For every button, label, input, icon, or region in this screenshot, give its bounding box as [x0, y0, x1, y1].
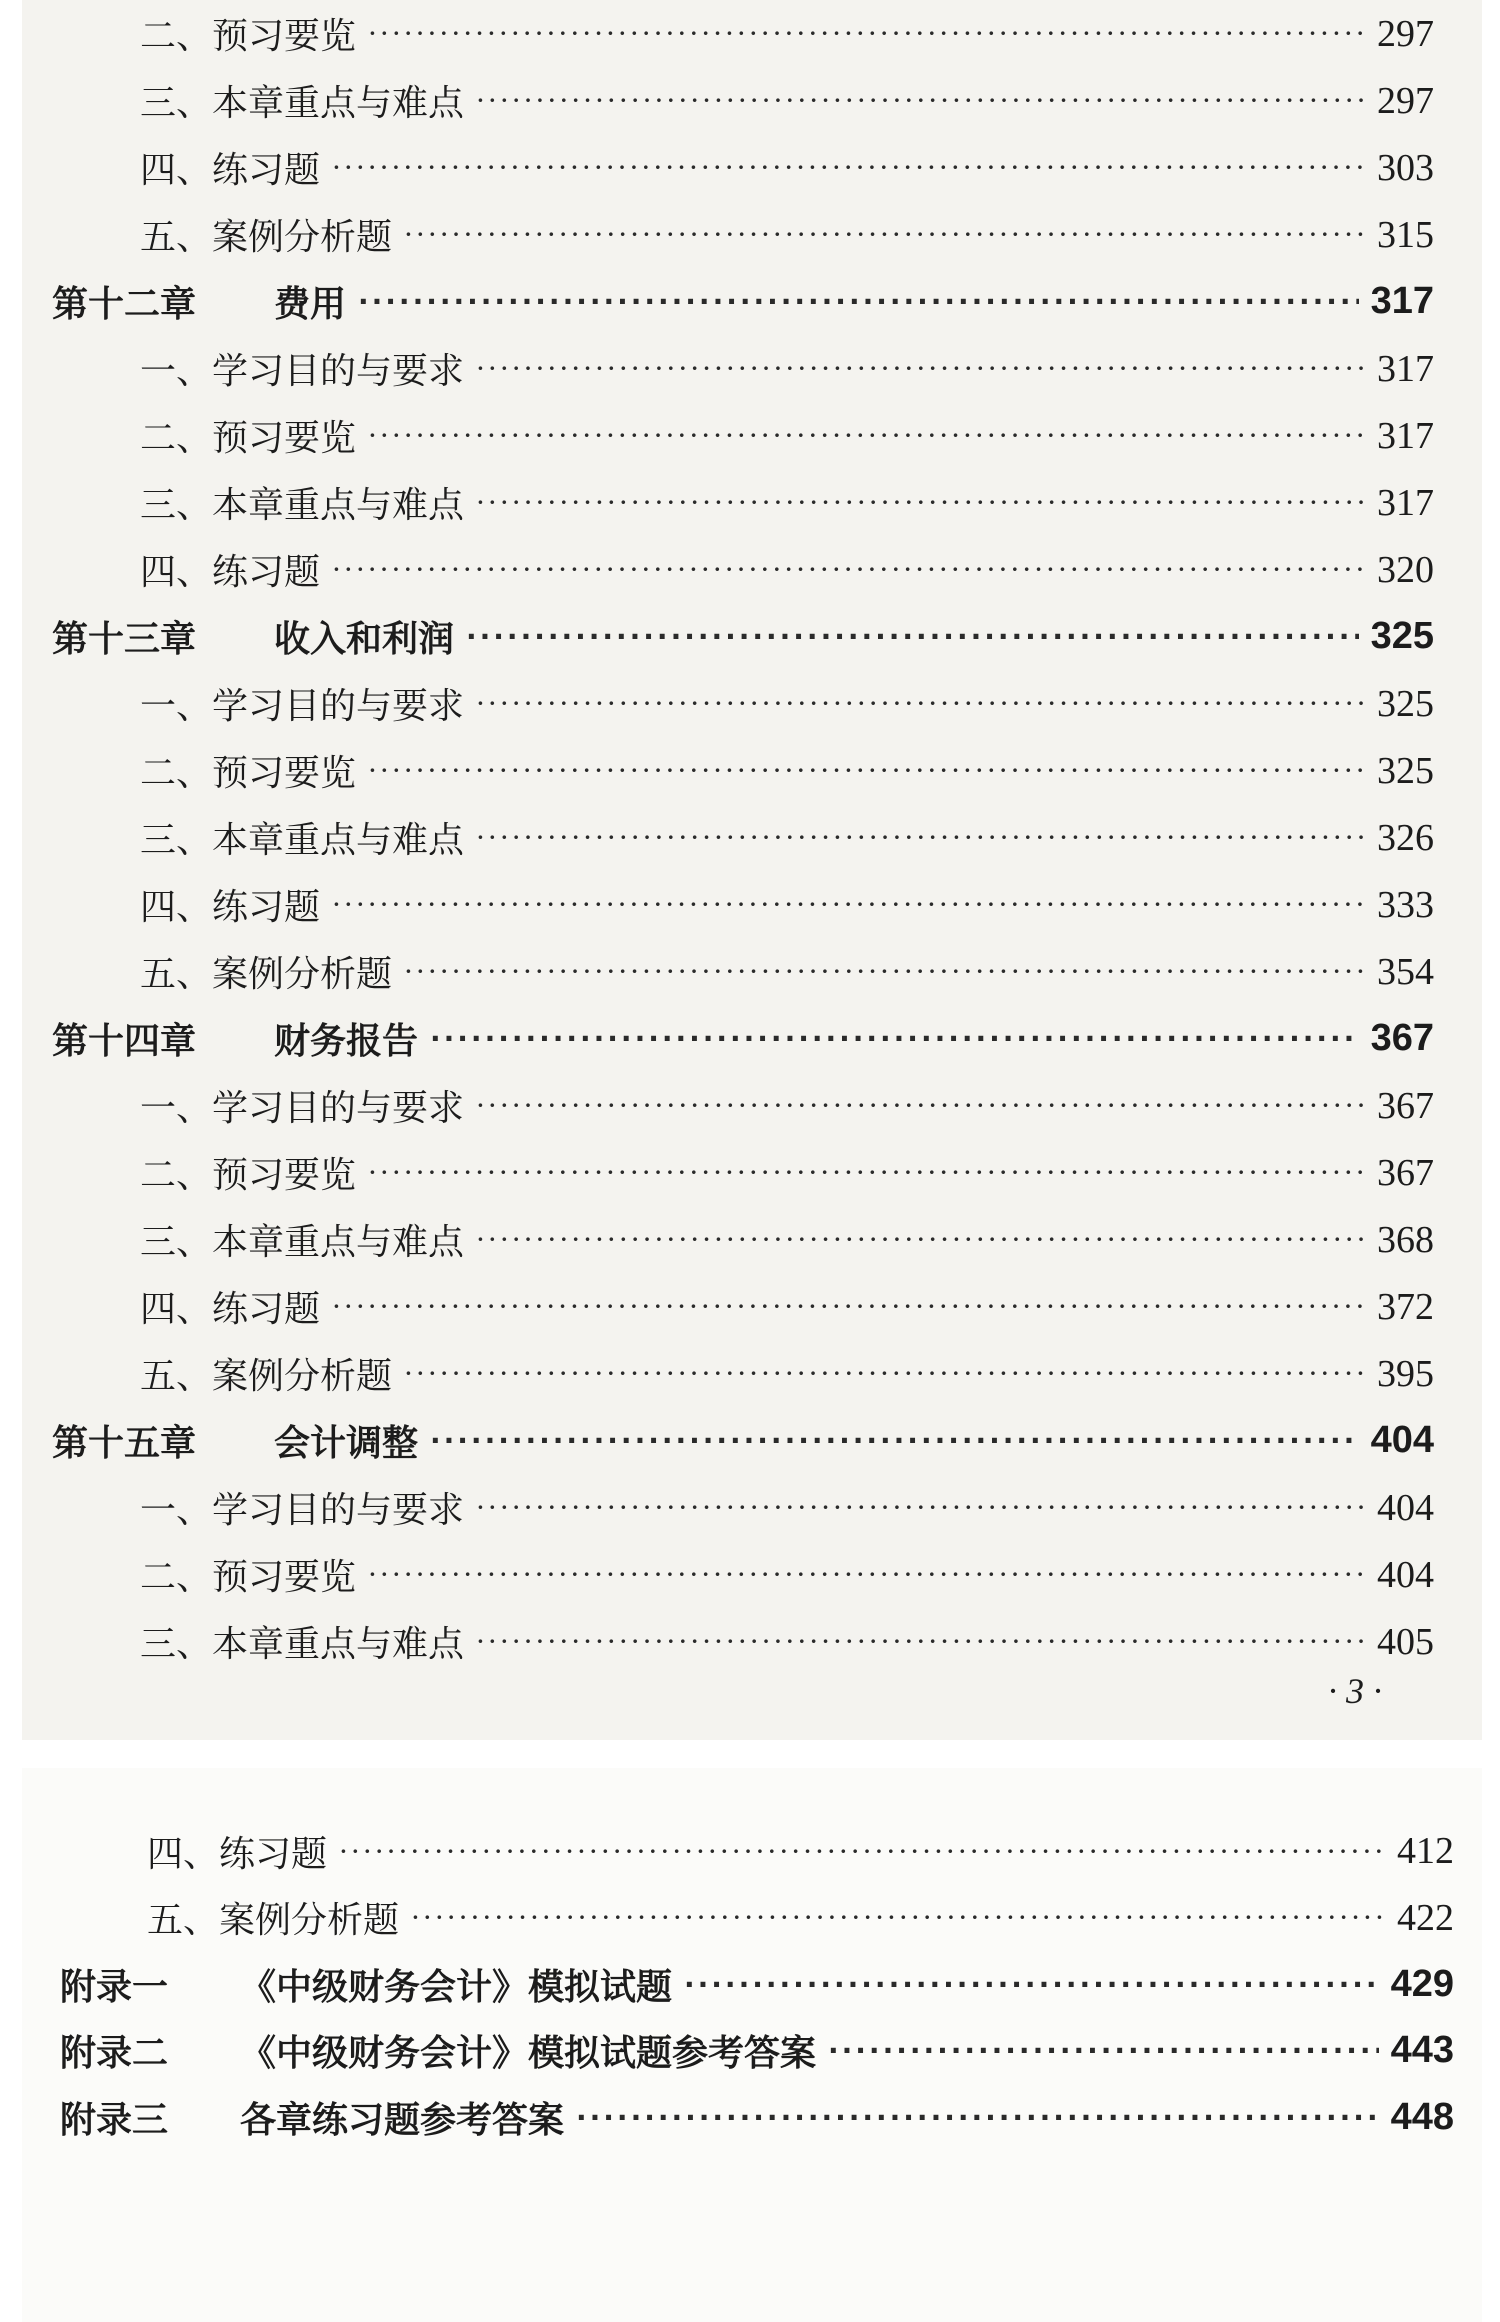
toc-entry-label [60, 2025, 816, 2076]
toc-entry-label: 一、学习目的与要求 [140, 351, 465, 392]
toc-entry-section [22, 201, 1482, 268]
toc-list [22, 1818, 1482, 2151]
toc-entry-label: 四、练习题 [140, 150, 321, 191]
toc-entry-label: 四、练习题 [140, 552, 321, 593]
toc-entry-section [22, 402, 1482, 469]
toc-entry-page: 372 [1377, 1285, 1434, 1328]
toc-entry-page: 368 [1377, 1218, 1434, 1261]
leader-dots [358, 285, 1359, 318]
toc-entry-page: 422 [1397, 1896, 1454, 1939]
toc-entry-page: 325 [1370, 615, 1434, 657]
toc-entry-section [22, 1139, 1482, 1206]
toc-entry-label: 二、预习要览 [140, 753, 357, 794]
toc-entry-label: 三、本章重点与难点 [140, 485, 465, 526]
toc-entry-title: 收入和利润 [274, 619, 455, 660]
toc-entry-label [52, 1415, 418, 1466]
toc-entry-title: 《中级财务会计》模拟试题 [240, 1966, 673, 2008]
toc-entry-section [22, 1340, 1482, 1407]
toc-entry-number: 第十四章 [52, 1021, 197, 1062]
leader-dots [368, 1558, 1365, 1591]
leader-dots [476, 1625, 1365, 1658]
toc-entry-section [22, 67, 1482, 134]
toc-entry-page: 395 [1377, 1352, 1434, 1395]
toc-entry-number: 第十五章 [52, 1423, 197, 1464]
leader-dots [828, 2034, 1379, 2067]
leader-dots [332, 1290, 1365, 1323]
leader-dots [339, 1835, 1385, 1868]
leader-dots [368, 17, 1365, 50]
toc-entry-page: 297 [1377, 79, 1434, 122]
page-number: · 3 · [1328, 1671, 1382, 1711]
toc-entry-page: 315 [1377, 213, 1434, 256]
toc-entry-page: 333 [1377, 883, 1434, 926]
toc-entry-page: 367 [1377, 1151, 1434, 1194]
leader-dots [332, 151, 1365, 184]
toc-entry-label: 五、案例分析题 [140, 954, 393, 995]
leader-dots [476, 821, 1365, 854]
leader-dots [466, 620, 1359, 653]
toc-entry-label: 一、学习目的与要求 [140, 1088, 465, 1129]
toc-entry-label: 二、预习要览 [140, 1155, 357, 1196]
leader-dots [404, 218, 1365, 251]
toc-page-lower [22, 1768, 1482, 2322]
toc-entry-label: 五、案例分析题 [140, 217, 393, 258]
leader-dots [332, 888, 1365, 921]
toc-entry-chapter [22, 268, 1482, 335]
toc-entry-label [52, 276, 346, 327]
leader-dots [476, 1089, 1365, 1122]
toc-entry-page: 412 [1397, 1830, 1454, 1873]
leader-dots [476, 352, 1365, 385]
leader-dots [476, 84, 1365, 117]
toc-entry-title: 会计调整 [274, 1423, 419, 1464]
toc-entry-section [22, 871, 1482, 938]
leader-dots [368, 1156, 1365, 1189]
toc-entry-page: 448 [1390, 2095, 1454, 2138]
toc-entry-page: 297 [1377, 12, 1434, 55]
toc-entry-label: 一、学习目的与要求 [140, 686, 465, 727]
toc-entry-section [22, 469, 1482, 536]
toc-entry-section [22, 804, 1482, 871]
toc-entry-section [22, 1206, 1482, 1273]
toc-entry-chapter [22, 1005, 1482, 1072]
toc-entry-label: 二、预习要览 [140, 1557, 357, 1598]
toc-entry-chapter [22, 1407, 1482, 1474]
toc-entry-label [60, 1959, 672, 2010]
toc-entry-section [22, 1072, 1482, 1139]
toc-entry-section [22, 1541, 1482, 1608]
leader-dots [684, 1968, 1379, 2001]
toc-entry-number: 第十三章 [52, 619, 197, 660]
page-divider [0, 1740, 1500, 1768]
toc-entry-section [22, 938, 1482, 1005]
toc-entry-page: 429 [1390, 1962, 1454, 2005]
toc-entry-page: 404 [1377, 1553, 1434, 1596]
toc-entry-title: 财务报告 [274, 1021, 419, 1062]
toc-entry-section [22, 536, 1482, 603]
toc-entry-label: 三、本章重点与难点 [140, 820, 465, 861]
toc-entry-page: 354 [1377, 950, 1434, 993]
leader-dots [404, 955, 1365, 988]
toc-entry-section [22, 1608, 1482, 1675]
toc-entry-page: 317 [1377, 347, 1434, 390]
toc-entry-label: 四、练习题 [147, 1833, 328, 1875]
toc-entry-section [22, 737, 1482, 804]
toc-entry-page: 404 [1377, 1486, 1434, 1529]
toc-entry-appendix [22, 2018, 1482, 2085]
toc-entry-section [22, 1818, 1482, 1885]
toc-entry-label [60, 2092, 564, 2143]
leader-dots [576, 2101, 1379, 2134]
toc-entry-page: 405 [1377, 1620, 1434, 1663]
toc-entry-section [22, 0, 1482, 67]
toc-entry-label: 二、预习要览 [140, 16, 357, 57]
toc-entry-page: 303 [1377, 146, 1434, 189]
toc-entry-appendix [22, 2084, 1482, 2151]
leader-dots [430, 1022, 1359, 1055]
toc-entry-label: 二、预习要览 [140, 418, 357, 459]
leader-dots [368, 419, 1365, 452]
toc-entry-page: 320 [1377, 548, 1434, 591]
toc-entry-number: 第十二章 [52, 284, 197, 325]
toc-entry-page: 404 [1370, 1419, 1434, 1461]
toc-entry-label: 三、本章重点与难点 [140, 1624, 465, 1665]
toc-entry-number: 附录二 [60, 2033, 169, 2075]
toc-entry-label [52, 611, 454, 662]
toc-entry-page: 325 [1377, 749, 1434, 792]
leader-dots [476, 687, 1365, 720]
toc-entry-section [22, 1885, 1482, 1952]
toc-entry-page: 443 [1390, 2029, 1454, 2072]
toc-entry-page: 325 [1377, 682, 1434, 725]
toc-entry-section [22, 134, 1482, 201]
toc-entry-label: 三、本章重点与难点 [140, 83, 465, 124]
toc-entry-section [22, 670, 1482, 737]
leader-dots [332, 553, 1365, 586]
toc-entry-page: 367 [1370, 1017, 1434, 1059]
toc-entry-label: 一、学习目的与要求 [140, 1490, 465, 1531]
toc-entry-label: 四、练习题 [140, 1289, 321, 1330]
toc-entry-label: 四、练习题 [140, 887, 321, 928]
leader-dots [404, 1357, 1365, 1390]
leader-dots [476, 486, 1365, 519]
toc-entry-chapter [22, 603, 1482, 670]
leader-dots [368, 754, 1365, 787]
toc-entry-number: 附录三 [60, 2099, 169, 2141]
toc-entry-page: 326 [1377, 816, 1434, 859]
toc-entry-page: 367 [1377, 1084, 1434, 1127]
toc-entry-number: 附录一 [60, 1966, 169, 2008]
leader-dots [430, 1424, 1359, 1457]
toc-entry-label: 五、案例分析题 [140, 1356, 393, 1397]
toc-entry-label: 五、案例分析题 [147, 1900, 400, 1942]
toc-entry-section [22, 1474, 1482, 1541]
toc-list [22, 0, 1482, 1675]
toc-entry-label [52, 1013, 418, 1064]
leader-dots [476, 1491, 1365, 1524]
toc-entry-page: 317 [1377, 414, 1434, 457]
leader-dots [411, 1901, 1385, 1934]
toc-entry-page: 317 [1370, 280, 1434, 322]
toc-entry-appendix [22, 1951, 1482, 2018]
toc-page-upper [22, 0, 1482, 1740]
toc-entry-page: 317 [1377, 481, 1434, 524]
toc-entry-section [22, 1273, 1482, 1340]
toc-entry-section [22, 335, 1482, 402]
toc-entry-title: 各章练习题参考答案 [240, 2099, 565, 2141]
toc-entry-title: 《中级财务会计》模拟试题参考答案 [240, 2033, 817, 2075]
toc-entry-label: 三、本章重点与难点 [140, 1222, 465, 1263]
toc-entry-title: 费用 [274, 284, 347, 325]
leader-dots [476, 1223, 1365, 1256]
